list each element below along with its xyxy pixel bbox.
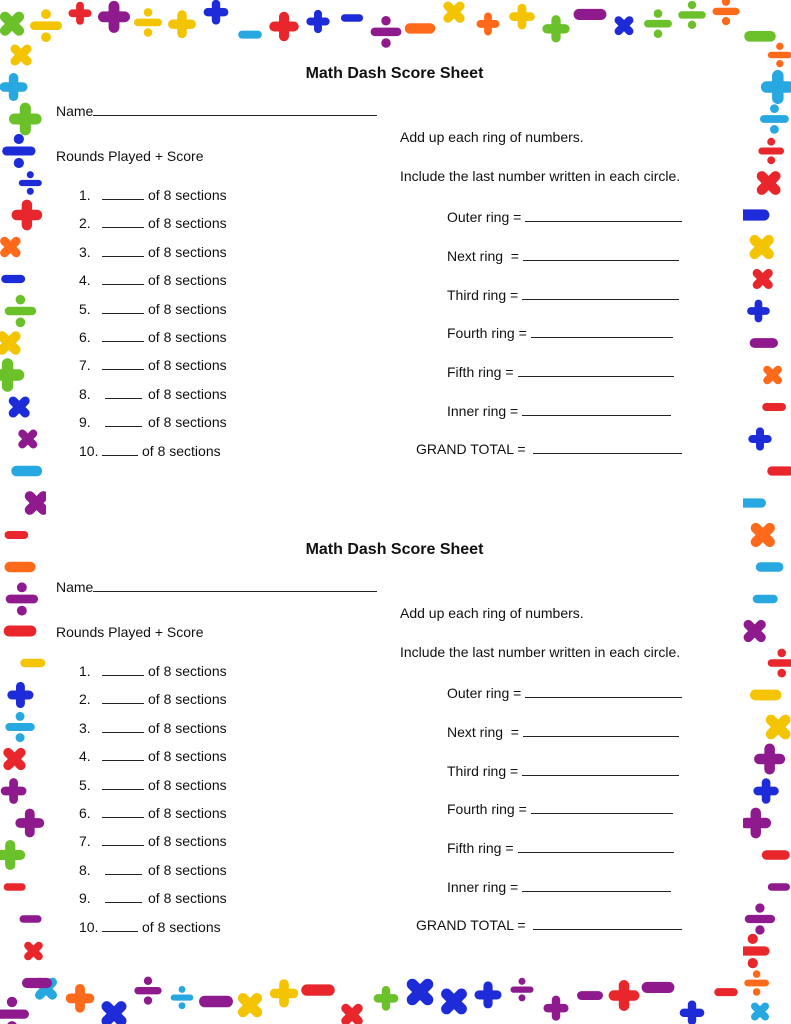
inner-ring-blank[interactable] [522, 877, 671, 892]
minus-icon [762, 403, 786, 411]
grand-total-blank[interactable] [533, 439, 682, 454]
round-text: of 8 sections [148, 663, 227, 679]
plus-icon [542, 15, 569, 42]
round-text: of 8 sections [148, 890, 227, 907]
minus-icon [238, 31, 262, 39]
plus-icon [543, 996, 568, 1021]
name-field[interactable] [56, 576, 377, 595]
round-text: of 8 sections [148, 385, 227, 402]
score-sheet-2 [46, 524, 743, 994]
divide-icon [678, 1, 706, 29]
inner-ring-blank[interactable] [522, 401, 671, 416]
outer-ring-row [447, 683, 682, 701]
round-row [79, 214, 227, 242]
round-score-blank[interactable] [105, 413, 142, 427]
times-icon [0, 235, 22, 259]
times-icon [99, 999, 128, 1024]
instruction-include-last: Include the last number written in each circle. [400, 644, 681, 660]
divide-icon [5, 295, 36, 327]
fifth-ring-row [447, 362, 674, 380]
plus-icon [753, 778, 778, 803]
round-number: 3. [79, 243, 91, 260]
times-icon [1, 746, 27, 772]
divide-icon [371, 16, 402, 48]
divide-icon [19, 171, 42, 195]
minus-icon [750, 338, 778, 348]
outer-ring-label: Outer ring = [447, 685, 522, 701]
fifth-ring-blank[interactable] [518, 362, 674, 377]
plus-icon [0, 358, 24, 392]
round-number: 2. [79, 215, 91, 232]
name-label: Name [56, 579, 94, 595]
round-number: 7. [79, 833, 91, 850]
next-ring-blank[interactable] [523, 722, 679, 737]
rounds-list [79, 186, 227, 470]
times-icon [0, 10, 26, 38]
fourth-ring-label: Fourth ring = [447, 801, 527, 817]
round-number: 1. [79, 663, 91, 679]
round-row [79, 328, 227, 356]
round-score-blank[interactable] [102, 719, 144, 733]
round-text: of 8 sections [148, 748, 227, 765]
times-icon [0, 329, 23, 357]
round-text: of 8 sections [142, 918, 221, 935]
times-icon [749, 1001, 770, 1022]
times-icon [7, 395, 32, 420]
round-number: 4. [79, 748, 91, 765]
third-ring-row [447, 761, 679, 779]
divide-icon [745, 903, 775, 934]
round-row [79, 861, 227, 889]
plus-icon [761, 70, 791, 104]
outer-ring-row [447, 207, 682, 225]
plus-icon [9, 103, 42, 136]
round-score-blank[interactable] [102, 271, 144, 285]
plus-icon [15, 809, 44, 838]
round-number: 1. [79, 187, 91, 203]
round-score-blank[interactable] [102, 662, 144, 676]
round-text: of 8 sections [148, 272, 227, 289]
divide-icon [5, 712, 34, 742]
rounds-label: Rounds Played + Score [56, 624, 204, 640]
divide-icon [744, 970, 769, 995]
next-ring-row [447, 722, 679, 740]
plus-icon [168, 10, 196, 38]
name-field[interactable] [56, 100, 377, 119]
divide-icon [768, 43, 791, 68]
times-icon [764, 712, 791, 741]
divide-icon [0, 997, 29, 1024]
inner-ring-label: Inner ring = [447, 403, 519, 419]
plus-icon [0, 840, 25, 870]
times-icon [23, 940, 45, 962]
round-row [79, 442, 227, 470]
plus-icon [477, 12, 500, 35]
round-number: 3. [79, 719, 91, 736]
round-row [79, 356, 227, 384]
round-number: 5. [79, 776, 91, 793]
round-row [79, 804, 227, 832]
round-text: of 8 sections [148, 215, 227, 232]
times-icon [236, 991, 265, 1020]
score-sheet-page [46, 48, 743, 973]
round-score-blank[interactable] [102, 442, 138, 456]
round-number: 4. [79, 272, 91, 289]
divide-icon [713, 0, 740, 25]
round-row [79, 385, 227, 413]
round-score-blank[interactable] [102, 690, 144, 704]
round-row [79, 690, 227, 718]
fifth-ring-blank[interactable] [518, 838, 674, 853]
round-score-blank[interactable] [105, 889, 142, 903]
round-number: 9. [79, 414, 91, 431]
plus-icon [680, 1000, 705, 1024]
fourth-ring-row [447, 799, 673, 817]
round-number: 8. [79, 861, 91, 878]
minus-icon [20, 659, 45, 667]
plus-icon [306, 10, 329, 33]
name-label: Name [56, 103, 94, 119]
round-text: of 8 sections [148, 691, 227, 708]
round-number: 10. [79, 918, 99, 935]
divide-icon [758, 138, 784, 164]
round-row [79, 747, 227, 775]
round-text: of 8 sections [142, 442, 221, 459]
next-ring-blank[interactable] [523, 246, 679, 261]
minus-icon [756, 562, 784, 571]
round-row [79, 719, 227, 747]
round-score-blank[interactable] [102, 747, 144, 761]
times-icon [339, 1002, 364, 1024]
fifth-ring-label: Fifth ring = [447, 840, 514, 856]
round-row [79, 832, 227, 860]
round-score-blank[interactable] [102, 804, 144, 818]
plus-icon [1, 778, 27, 804]
divide-icon [2, 134, 35, 168]
round-number: 10. [79, 442, 99, 459]
third-ring-blank[interactable] [522, 285, 679, 300]
minus-icon [20, 915, 42, 922]
minus-icon [199, 996, 233, 1008]
times-icon [742, 618, 768, 644]
grand-total-row [416, 439, 682, 457]
plus-icon [747, 300, 770, 323]
minus-icon [768, 883, 790, 891]
round-score-blank[interactable] [102, 918, 138, 932]
sheet-title: Math Dash Score Sheet [305, 65, 484, 82]
outer-ring-blank[interactable] [525, 207, 682, 222]
plus-icon [740, 808, 771, 839]
minus-icon [753, 595, 778, 604]
divide-icon [760, 104, 789, 134]
grand-total-label: GRAND TOTAL = [416, 917, 526, 933]
minus-icon [11, 466, 42, 477]
minus-icon [405, 23, 436, 33]
next-ring-label: Next ring = [447, 248, 519, 264]
round-row [79, 889, 227, 917]
grand-total-label: GRAND TOTAL = [416, 441, 526, 457]
fifth-ring-label: Fifth ring = [447, 364, 514, 380]
round-score-blank[interactable] [105, 861, 142, 875]
minus-icon [762, 850, 790, 860]
minus-icon [574, 9, 607, 20]
round-score-blank[interactable] [102, 328, 144, 342]
round-text: of 8 sections [148, 300, 227, 317]
fourth-ring-row [447, 323, 673, 341]
round-text: of 8 sections [148, 357, 227, 374]
third-ring-label: Third ring = [447, 763, 519, 779]
round-score-blank[interactable] [105, 385, 142, 399]
minus-icon [750, 690, 781, 701]
plus-icon [509, 4, 535, 30]
minus-icon [1, 275, 25, 283]
round-number: 6. [79, 804, 91, 821]
times-icon [9, 43, 34, 68]
plus-icon [12, 200, 43, 231]
name-blank-line[interactable] [93, 576, 377, 592]
round-row [79, 918, 227, 946]
round-row [79, 271, 227, 299]
minus-icon [744, 31, 775, 42]
inner-ring-row [447, 877, 671, 895]
round-row [79, 413, 227, 441]
plus-icon [748, 427, 771, 450]
round-text: of 8 sections [148, 776, 227, 793]
plus-icon [269, 12, 298, 41]
round-row [79, 300, 227, 328]
name-blank-line[interactable] [93, 100, 377, 116]
plus-icon [0, 73, 28, 101]
round-row [79, 662, 227, 690]
round-score-blank[interactable] [102, 186, 144, 200]
round-text: of 8 sections [148, 243, 227, 260]
round-text: of 8 sections [148, 719, 227, 736]
plus-icon [98, 1, 130, 33]
minus-icon [4, 883, 26, 890]
times-icon [749, 521, 777, 549]
instruction-add-rings: Add up each ring of numbers. [400, 129, 584, 145]
round-text: of 8 sections [148, 804, 227, 821]
next-ring-row [447, 246, 679, 264]
divide-icon [768, 649, 791, 678]
round-text: of 8 sections [148, 861, 227, 878]
divide-icon [644, 9, 672, 38]
round-number: 6. [79, 328, 91, 345]
round-number: 2. [79, 691, 91, 708]
round-score-blank[interactable] [102, 832, 144, 846]
minus-icon [5, 562, 36, 573]
times-icon [762, 364, 784, 386]
plus-icon [7, 682, 33, 708]
round-number: 8. [79, 385, 91, 402]
divide-icon [134, 8, 162, 37]
score-sheet-1 [46, 48, 743, 518]
round-row [79, 776, 227, 804]
divide-icon [6, 582, 38, 615]
minus-icon [767, 466, 791, 475]
rounds-label: Rounds Played + Score [56, 148, 204, 164]
fourth-ring-blank[interactable] [531, 323, 673, 338]
round-number: 7. [79, 357, 91, 374]
round-text: of 8 sections [148, 187, 227, 203]
plus-icon [204, 0, 229, 25]
fifth-ring-row [447, 838, 674, 856]
inner-ring-row [447, 401, 671, 419]
inner-ring-label: Inner ring = [447, 879, 519, 895]
minus-icon [5, 531, 29, 539]
times-icon [747, 233, 776, 262]
fourth-ring-label: Fourth ring = [447, 325, 527, 341]
divide-icon [30, 9, 62, 42]
round-score-blank[interactable] [102, 356, 144, 370]
times-icon [442, 0, 467, 25]
round-number: 5. [79, 300, 91, 317]
sheet-title: Math Dash Score Sheet [305, 541, 484, 558]
outer-ring-label: Outer ring = [447, 209, 522, 225]
plus-icon [754, 743, 785, 774]
round-score-blank[interactable] [102, 300, 144, 314]
round-text: of 8 sections [148, 414, 227, 431]
next-ring-label: Next ring = [447, 724, 519, 740]
minus-icon [341, 14, 363, 22]
round-number: 9. [79, 890, 91, 907]
round-row [79, 186, 227, 214]
outer-ring-blank[interactable] [525, 683, 682, 698]
round-score-blank[interactable] [102, 776, 144, 790]
third-ring-blank[interactable] [522, 761, 679, 776]
times-icon [17, 428, 39, 450]
plus-icon [69, 2, 92, 25]
times-icon [751, 267, 775, 291]
times-icon [613, 15, 635, 37]
fourth-ring-blank[interactable] [531, 799, 673, 814]
third-ring-row [447, 285, 679, 303]
instruction-add-rings: Add up each ring of numbers. [400, 605, 584, 621]
rounds-list [79, 662, 227, 946]
times-icon [755, 169, 783, 197]
round-row [79, 243, 227, 271]
grand-total-row [416, 915, 682, 933]
round-text: of 8 sections [148, 328, 227, 345]
minus-icon [4, 625, 37, 636]
round-score-blank[interactable] [102, 243, 144, 257]
round-text: of 8 sections [148, 833, 227, 850]
round-score-blank[interactable] [102, 214, 144, 228]
instruction-include-last: Include the last number written in each circle. [400, 168, 681, 184]
third-ring-label: Third ring = [447, 287, 519, 303]
grand-total-blank[interactable] [533, 915, 682, 930]
